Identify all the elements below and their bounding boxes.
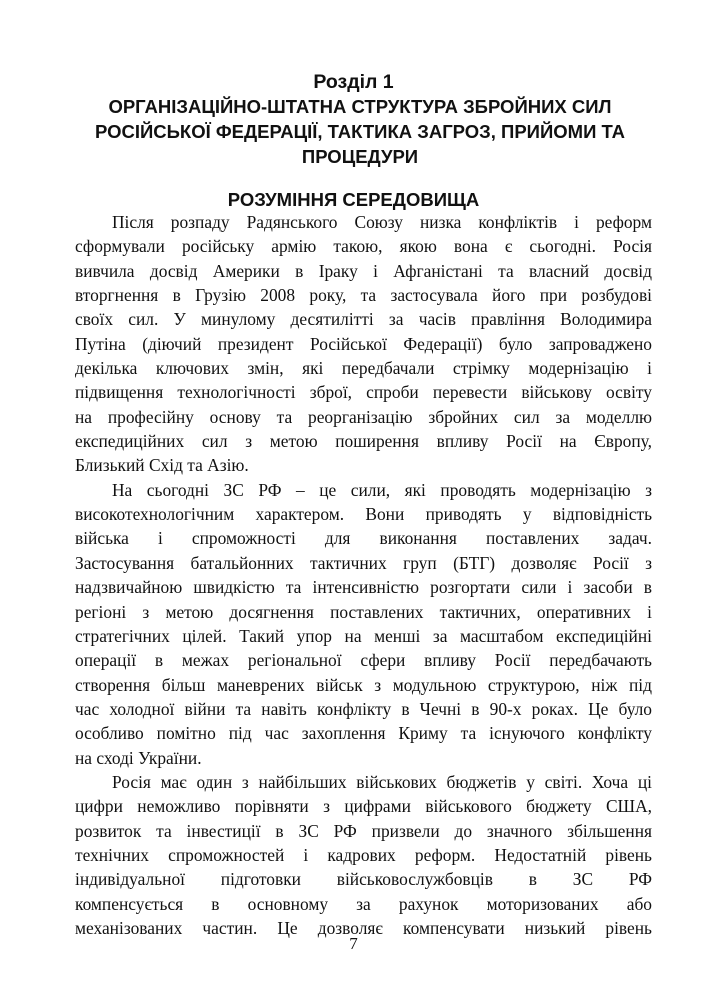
chapter-title-line: ОРГАНІЗАЦІЙНО-ШТАТНА СТРУКТУРА ЗБРОЙНИХ СИЛ [108, 96, 612, 117]
text-line: На сьогодні ЗС РФ – це сили, які проводять модернізацію з [112, 479, 652, 500]
text-line: сформували російську армію такою, якою вона є сьогодні. Росія [75, 236, 652, 257]
text-line: розвиток та інвестиції в ЗС РФ призвели до значного збільшення [75, 820, 652, 841]
text-line: Близький Схід та Азію. [75, 455, 249, 476]
text-line: своїх сил. У минулому десятилітті за часів правління Володимира [75, 309, 652, 330]
body-text [75, 210, 652, 940]
chapter-title-line: РОСІЙСЬКОЇ ФЕДЕРАЦІЇ, ТАКТИКА ЗАГРОЗ, ПРИЙОМИ ТА [94, 121, 625, 142]
text-line: Росія має один з найбільших військових бюджетів у світі. Хоча ці [112, 771, 652, 792]
text-line: на професійну основу та реорганізацію збройних сил за моделлю [75, 406, 652, 427]
text-line: індивідуальної підготовки військовослужбовців в ЗС РФ [75, 869, 652, 890]
text-line: цифри неможливо порівняти з цифрами військового бюджету США, [75, 796, 652, 817]
text-line: особливо помітно під час захоплення Криму та існуючого конфлікту [75, 723, 652, 744]
text-line: технічних спроможностей і кадрових реформ. Недостатній рівень [75, 844, 652, 865]
chapter-title [60, 94, 660, 169]
text-line: регіоні з метою досягнення поставлених тактичних, оперативних і [75, 601, 652, 622]
text-line: створення більш маневрених військ з модульною структурою, ніж під [75, 674, 652, 695]
text-line: підвищення технологічності зброї, спроби перевести військову освіту [75, 382, 652, 403]
text-line: Путіна (діючий президент Російської Федерації) було запроваджено [75, 333, 652, 354]
text-line: час холодної війни та навіть конфлікту в Чечні в 90-х роках. Це було [75, 698, 652, 719]
page-number: 7 [349, 934, 358, 953]
text-line: компенсується в основному за рахунок моторизованих або [75, 893, 652, 914]
text-line: декілька ключових змін, які передбачали стрімку модернізацію і [75, 358, 652, 379]
text-line: експедиційних сил з метою поширення впливу Росії на Європу, [75, 431, 652, 452]
text-line: Застосування батальйонних тактичних груп (БТГ) дозволяє Росії з [75, 552, 652, 573]
text-line: операції в межах регіональної сфери впливу Росії передбачають [75, 650, 652, 671]
text-line: Після розпаду Радянського Союзу низка конфліктів і реформ [112, 212, 652, 232]
text-line: на сході України. [75, 747, 202, 768]
paragraph [75, 770, 652, 940]
section-title: РОЗУМІННЯ СЕРЕДОВИЩА [227, 189, 480, 210]
text-line: високотехнологічним характером. Вони приводять у відповідність [75, 504, 652, 525]
paragraph [75, 478, 652, 770]
text-line: надзвичайною швидкістю та інтенсивністю розгортати сили і засоби в [75, 577, 652, 598]
chapter-label: Розділ 1 [313, 71, 394, 93]
text-line: війська і спроможності для виконання поставлених задач. [75, 528, 652, 549]
text-line: механізованих частин. Це дозволяє компенсувати низький рівень [75, 917, 652, 938]
paragraph [75, 210, 652, 478]
text-line: вивчила досвід Америки в Іраку і Афганістані та власний досвід [75, 260, 652, 281]
chapter-title-line: ПРОЦЕДУРИ [301, 146, 419, 167]
text-line: вторгнення в Грузію 2008 року, та застосувала його при розбудові [75, 285, 652, 306]
text-line: стратегічних цілей. Такий упор на менші за масштабом експедиційні [75, 625, 652, 646]
